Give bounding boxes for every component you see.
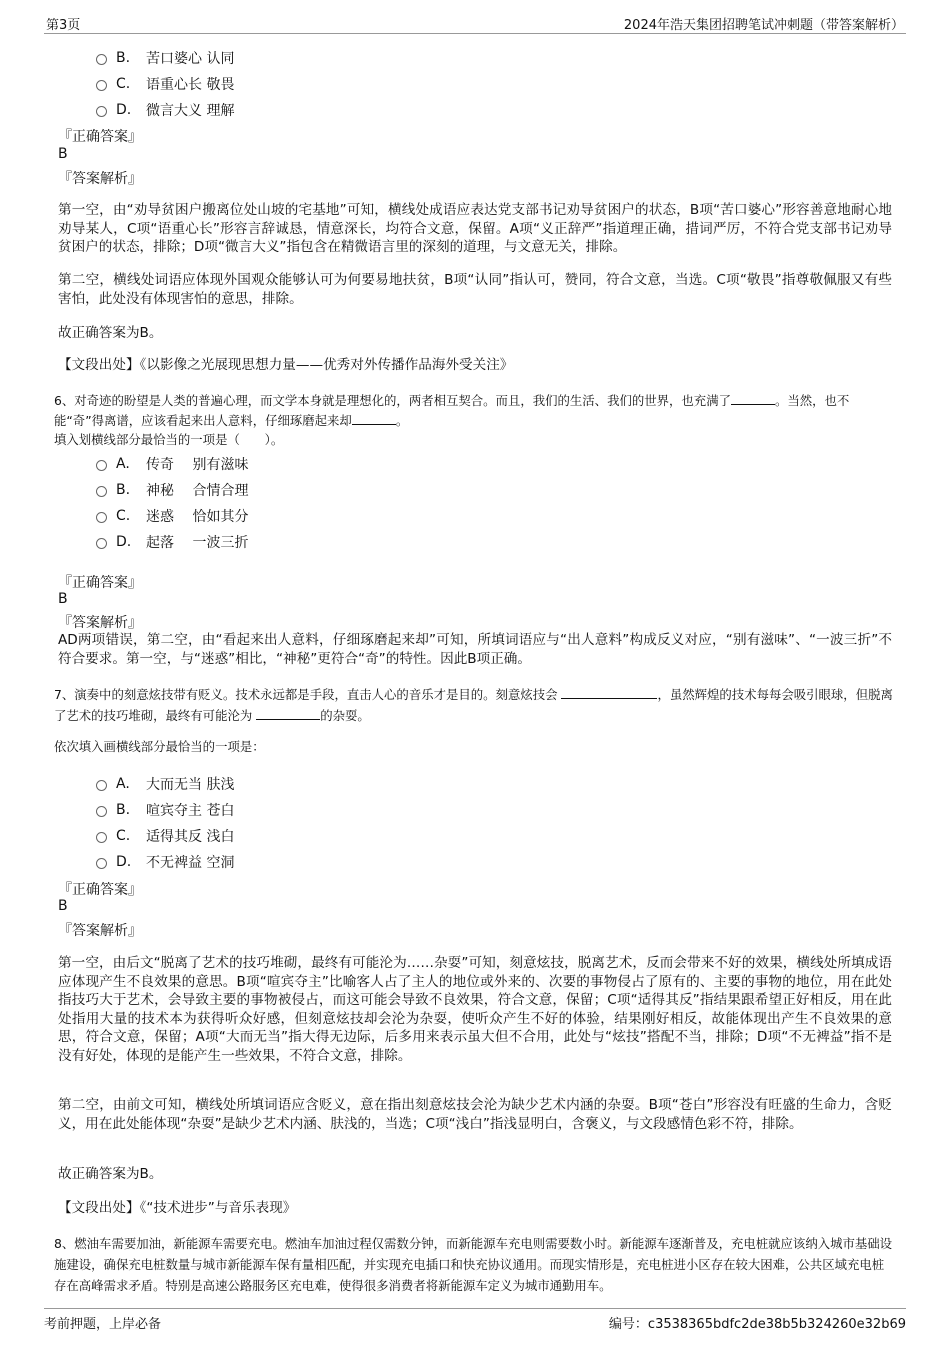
analysis-paragraph: AD两项错误，第二空，由“看起来出人意料，仔细琢磨起来却”可知，所填词语应与“出人意料”构成反义对应，“别有滋味”、“一波三折”不符合要求。第一空，与“迷惑”相比，“神秘”更符合“奇”的特性。因此B项正确。 [58,632,892,667]
option-d[interactable] [96,852,234,872]
header-divider [44,33,906,34]
correct-answer: B [58,146,68,162]
analysis-conclusion: 故正确答案为B。 [58,325,163,341]
analysis-paragraph: 第一空，由后文“脱离了艺术的技巧堆砌，最终有可能沦为……杂耍”可知，刻意炫技，脱离艺术，反而会带来不好的效果，横线处所填成语应体现产生不良效果的意思。B项“喧宾夺主”比喻客人占了主人的地位或外来的、次要的事物侵占了原有的、主要的事物的地位，用在此处指技巧大于艺术，会导致主要的事物被侵占，而这可能会导致不良效果，符合文意，保留；C项“适得其反”指结果跟希望正好相反，用在此处指用大量的技术本为获得听众好感，但刻意炫技却会沦为杂耍，使听众产生不好的体验，结果刚好相反，故能体现出产生不良效果的意思，符合文意，保留；A项“大而无当”指大得无边际，后多用来表示虽大但不合用，此处与“炫技”搭配不当，排除；D项“不无裨益”指不是没有好处，体现的是能产生一些效果，不符合文意，排除。 [58,955,892,1064]
option-text: 大而无当 肤浅 [146,777,235,793]
question-prompt: 依次填入画横线部分最恰当的一项是： [54,739,265,754]
stem-text: 的杂耍。 [320,708,370,723]
option-text: 微言大义 理解 [146,103,235,119]
option-text: 适得其反 浅白 [146,829,235,845]
radio-icon[interactable] [96,858,107,869]
option-text: 苦口婆心 认同 [146,51,235,67]
option-letter: A. [116,456,130,472]
page-number: 第3页 [46,18,81,33]
option-letter: C. [116,508,131,524]
option-c[interactable] [96,826,234,846]
footer-slogan: 考前押题，上岸必备 [44,1317,162,1332]
analysis-paragraph: 第二空，由前文可知，横线处所填词语应含贬义，意在指出刻意炫技会沦为缺少艺术内涵的杂耍。B项“苍白”形容没有旺盛的生命力，含贬义，用在此处能体现“杂耍”是缺少艺术内涵、肤浅的，当选；C项“浅白”指浅显明白，含褒义，与文段感情色彩不符，排除。 [58,1097,893,1132]
question-7-stem [54,684,894,726]
radio-icon[interactable] [96,512,107,523]
radio-icon[interactable] [96,80,107,91]
correct-answer-label: 『正确答案』 [58,882,142,898]
radio-icon[interactable] [96,460,107,471]
radio-icon[interactable] [96,780,107,791]
blank [561,686,657,699]
option-b[interactable] [96,48,234,68]
radio-icon[interactable] [96,538,107,549]
option-text: 神秘 合情合理 [146,483,249,499]
option-letter: C. [116,828,131,844]
question-prompt: 填入划横线部分最恰当的一项是（ ）。 [54,432,284,447]
blank [731,392,775,405]
option-letter: B. [116,50,131,66]
option-letter: B. [116,482,131,498]
option-a[interactable] [96,774,234,794]
analysis-label: 『答案解析』 [58,171,142,187]
option-text: 起落 一波三折 [146,535,249,551]
blank [256,707,320,720]
option-a[interactable] [96,454,248,474]
source-citation: 【文段出处】《“技术进步”与音乐表现》 [58,1200,297,1216]
footer-divider [44,1308,906,1309]
option-text: 不无裨益 空洞 [146,855,235,871]
option-b[interactable] [96,480,248,500]
radio-icon[interactable] [96,54,107,65]
blank [352,412,396,425]
option-d[interactable] [96,532,248,552]
option-text: 迷惑 恰如其分 [146,509,249,525]
option-letter: A. [116,776,130,792]
correct-answer-label: 『正确答案』 [58,575,142,591]
option-text: 传奇 别有滋味 [146,457,249,473]
correct-answer: B [58,591,68,607]
stem-text: 。当然，也不能“奇”得离谱，应该看起来出人意料，仔细琢磨起来却 [54,393,850,428]
option-letter: C. [116,76,131,92]
correct-answer-label: 『正确答案』 [58,129,142,145]
correct-answer: B [58,898,68,914]
option-letter: D. [116,102,132,118]
radio-icon[interactable] [96,106,107,117]
option-letter: D. [116,534,132,550]
option-d[interactable] [96,100,234,120]
source-citation: 【文段出处】《以影像之光展现思想力量——优秀对外传播作品海外受关注》 [58,357,514,373]
option-c[interactable] [96,74,234,94]
stem-text: 6、对奇迹的盼望是人类的普遍心理，而文学本身就是理想化的，两者相互契合。而且，我们的生活、我们的世界，也充满了 [54,393,731,408]
option-c[interactable] [96,506,248,526]
stem-text: 。 [395,412,409,428]
analysis-label: 『答案解析』 [58,923,142,939]
analysis-label: 『答案解析』 [58,615,142,631]
radio-icon[interactable] [96,806,107,817]
option-letter: B. [116,802,131,818]
radio-icon[interactable] [96,832,107,843]
option-text: 语重心长 敬畏 [146,77,235,93]
question-8-stem: 8、燃油车需要加油，新能源车需要充电。燃油车加油过程仅需数分钟，而新能源车充电则需要数小时。新能源车逐渐普及，充电桩就应该纳入城市基础设施建设，确保充电桩数量与城市新能源车保有量相匹配，并实现充电插口和快充协议通用。而现实情形是，充电桩进小区存在较大困难，公共区域充电桩存在高峰需求矛盾。特别是高速公路服务区充电难，使得很多消费者将新能源车定义为城市通勤用车。 [54,1236,893,1293]
option-letter: D. [116,854,132,870]
analysis-paragraph: 第二空，横线处词语应体现外国观众能够认可为何要易地扶贫，B项“认同”指认可，赞同，符合文意，当选。C项“敬畏”指尊敬佩服又有些害怕，此处没有体现害怕的意思，排除。 [58,272,892,307]
option-b[interactable] [96,800,234,820]
stem-text: 7、演奏中的刻意炫技带有贬义。技术永远都是手段，直击人心的音乐才是目的。刻意炫技会 [54,687,562,702]
radio-icon[interactable] [96,486,107,497]
option-text: 喧宾夺主 苍白 [146,803,235,819]
analysis-conclusion: 故正确答案为B。 [58,1166,163,1182]
stem-text: ，虽然辉煌的技术每每会吸引眼球，但脱离了艺术的技巧堆砌，最终有可能沦为 [54,687,893,723]
document-id: 编号：c3538365bdfc2de38b5b324260e32b69 [608,1317,906,1332]
analysis-paragraph: 第一空，由“劝导贫困户搬离位处山坡的宅基地”可知，横线处成语应表达党支部书记劝导贫困户的状态，B项“苦口婆心”形容善意地耐心地劝导某人，C项“语重心长”形容言辞诚恳，情意深长，均符合文意，保留。A项“义正辞严”指道理正确，措词严厉，不符合党支部书记劝导贫困户的状态，排除；D项“微言大义”指包含在精微语言里的深刻的道理，与文意无关，排除。 [58,202,892,256]
document-title: 2024年浩天集团招聘笔试冲刺题（带答案解析） [623,18,904,33]
question-6-stem [54,391,894,450]
